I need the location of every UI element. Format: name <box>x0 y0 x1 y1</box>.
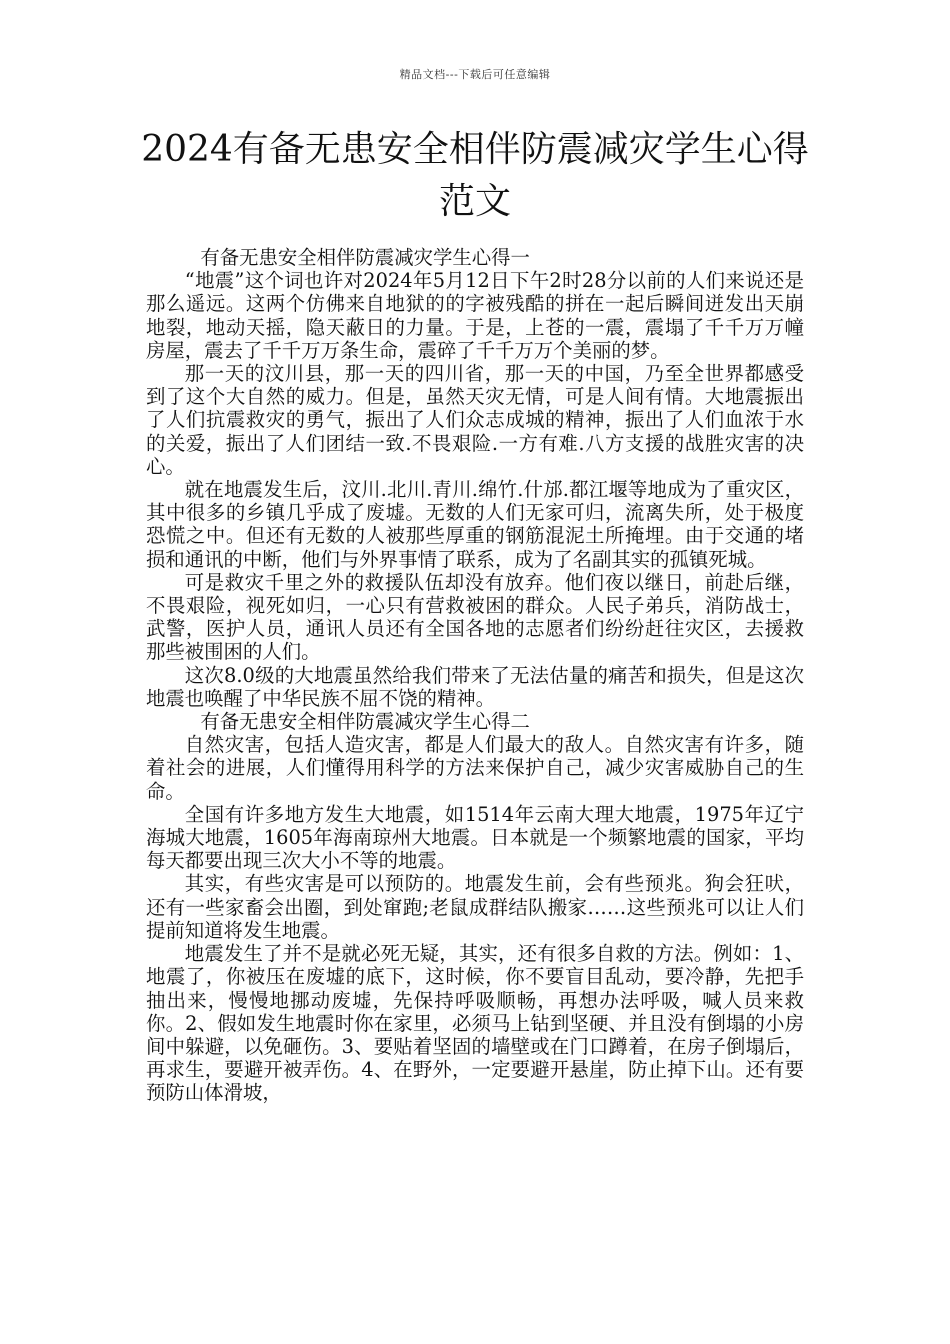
paragraph: “地震”这个词也许对2024年5月12日下午2时28分以前的人们来说还是那么遥远。这两个仿佛来自地狱的的字被残酷的拼在一起后瞬间迸发出天崩地裂，地动天摇，隐天蔽日的力量。于是，上苍的一震，震塌了千千万万幢房屋，震去了千千万万条生命，震碎了千千万万个美丽的梦。 <box>146 269 804 362</box>
paragraph: 那一天的汶川县，那一天的四川省，那一天的中国，乃至全世界都感受到了这个大自然的威力。但是，虽然天灾无情，可是人间有情。大地震振出了人们抗震救灾的勇气，振出了人们众志成城的精神，振出了人们血浓于水的关爱，振出了人们团结一致.不畏艰险.一方有难.八方支援的战胜灾害的决心。 <box>146 362 804 478</box>
paragraph: 地震发生了并不是就必死无疑，其实，还有很多自救的方法。例如：1、地震了，你被压在废墟的底下，这时候，你不要盲目乱动，要冷静，先把手抽出来，慢慢地挪动废墟，先保持呼吸顺畅，再想办法呼吸，喊人员来救你。2、假如发生地震时你在家里，必须马上钻到坚硬、并且没有倒塌的小房间中躲避，以免砸伤。3、要贴着坚固的墙壁或在门口蹲着，在房子倒塌后，再求生，要避开被弄伤。4、在野外，一定要避开悬崖，防止掉下山。还有要预防山体滑坡， <box>146 942 804 1105</box>
paragraph: 就在地震发生后，汶川.北川.青川.绵竹.什邡.都江堰等地成为了重灾区，其中很多的乡镇几乎成了废墟。无数的人们无家可归，流离失所，处于极度恐慌之中。但还有无数的人被那些厚重的钢筋混泥土所掩埋。由于交通的堵损和通讯的中断，他们与外界事情了联系，成为了名副其实的孤镇死城。 <box>146 478 804 571</box>
document-title <box>100 124 850 228</box>
paragraph: 自然灾害，包括人造灾害，都是人们最大的敌人。自然灾害有许多，随着社会的进展，人们懂得用科学的方法来保护自己，减少灾害威胁自己的生命。 <box>146 733 804 803</box>
title-line-2: 范文 <box>438 181 511 222</box>
paragraph: 全国有许多地方发生大地震，如1514年云南大理大地震，1975年辽宁海城大地震，1605年海南琼州大地震。日本就是一个频繁地震的国家，平均每天都要出现三次大小不等的地震。 <box>146 802 804 873</box>
document-body <box>146 246 804 1105</box>
title-line-1: 2024有备无患安全相伴防震减灾学生心得 <box>141 129 809 170</box>
paragraph: 可是救灾千里之外的救援队伍却没有放弃。他们夜以继日，前赴后继，不畏艰险，视死如归，一心只有营救被困的群众。人民子弟兵，消防战士，武警，医护人员，通讯人员还有全国各地的志愿者们纷纷赶往灾区，去援救那些被围困的人们。 <box>146 570 804 664</box>
section-heading-2: 有备无患安全相伴防震减灾学生心得二 <box>200 710 530 734</box>
section-heading-1: 有备无患安全相伴防震减灾学生心得一 <box>200 246 530 269</box>
page-header-note: 精品文档---下载后可任意编辑 <box>399 68 551 81</box>
paragraph: 这次8.0级的大地震虽然给我们带来了无法估量的痛苦和损失，但是这次地震也唤醒了中华民族不屈不饶的精神。 <box>146 663 804 710</box>
paragraph: 其实，有些灾害是可以预防的。地震发生前，会有些预兆。狗会狂吠，还有一些家畜会出圈，到处窜跑;老鼠成群结队搬家……这些预兆可以让人们提前知道将发生地震。 <box>146 872 804 942</box>
